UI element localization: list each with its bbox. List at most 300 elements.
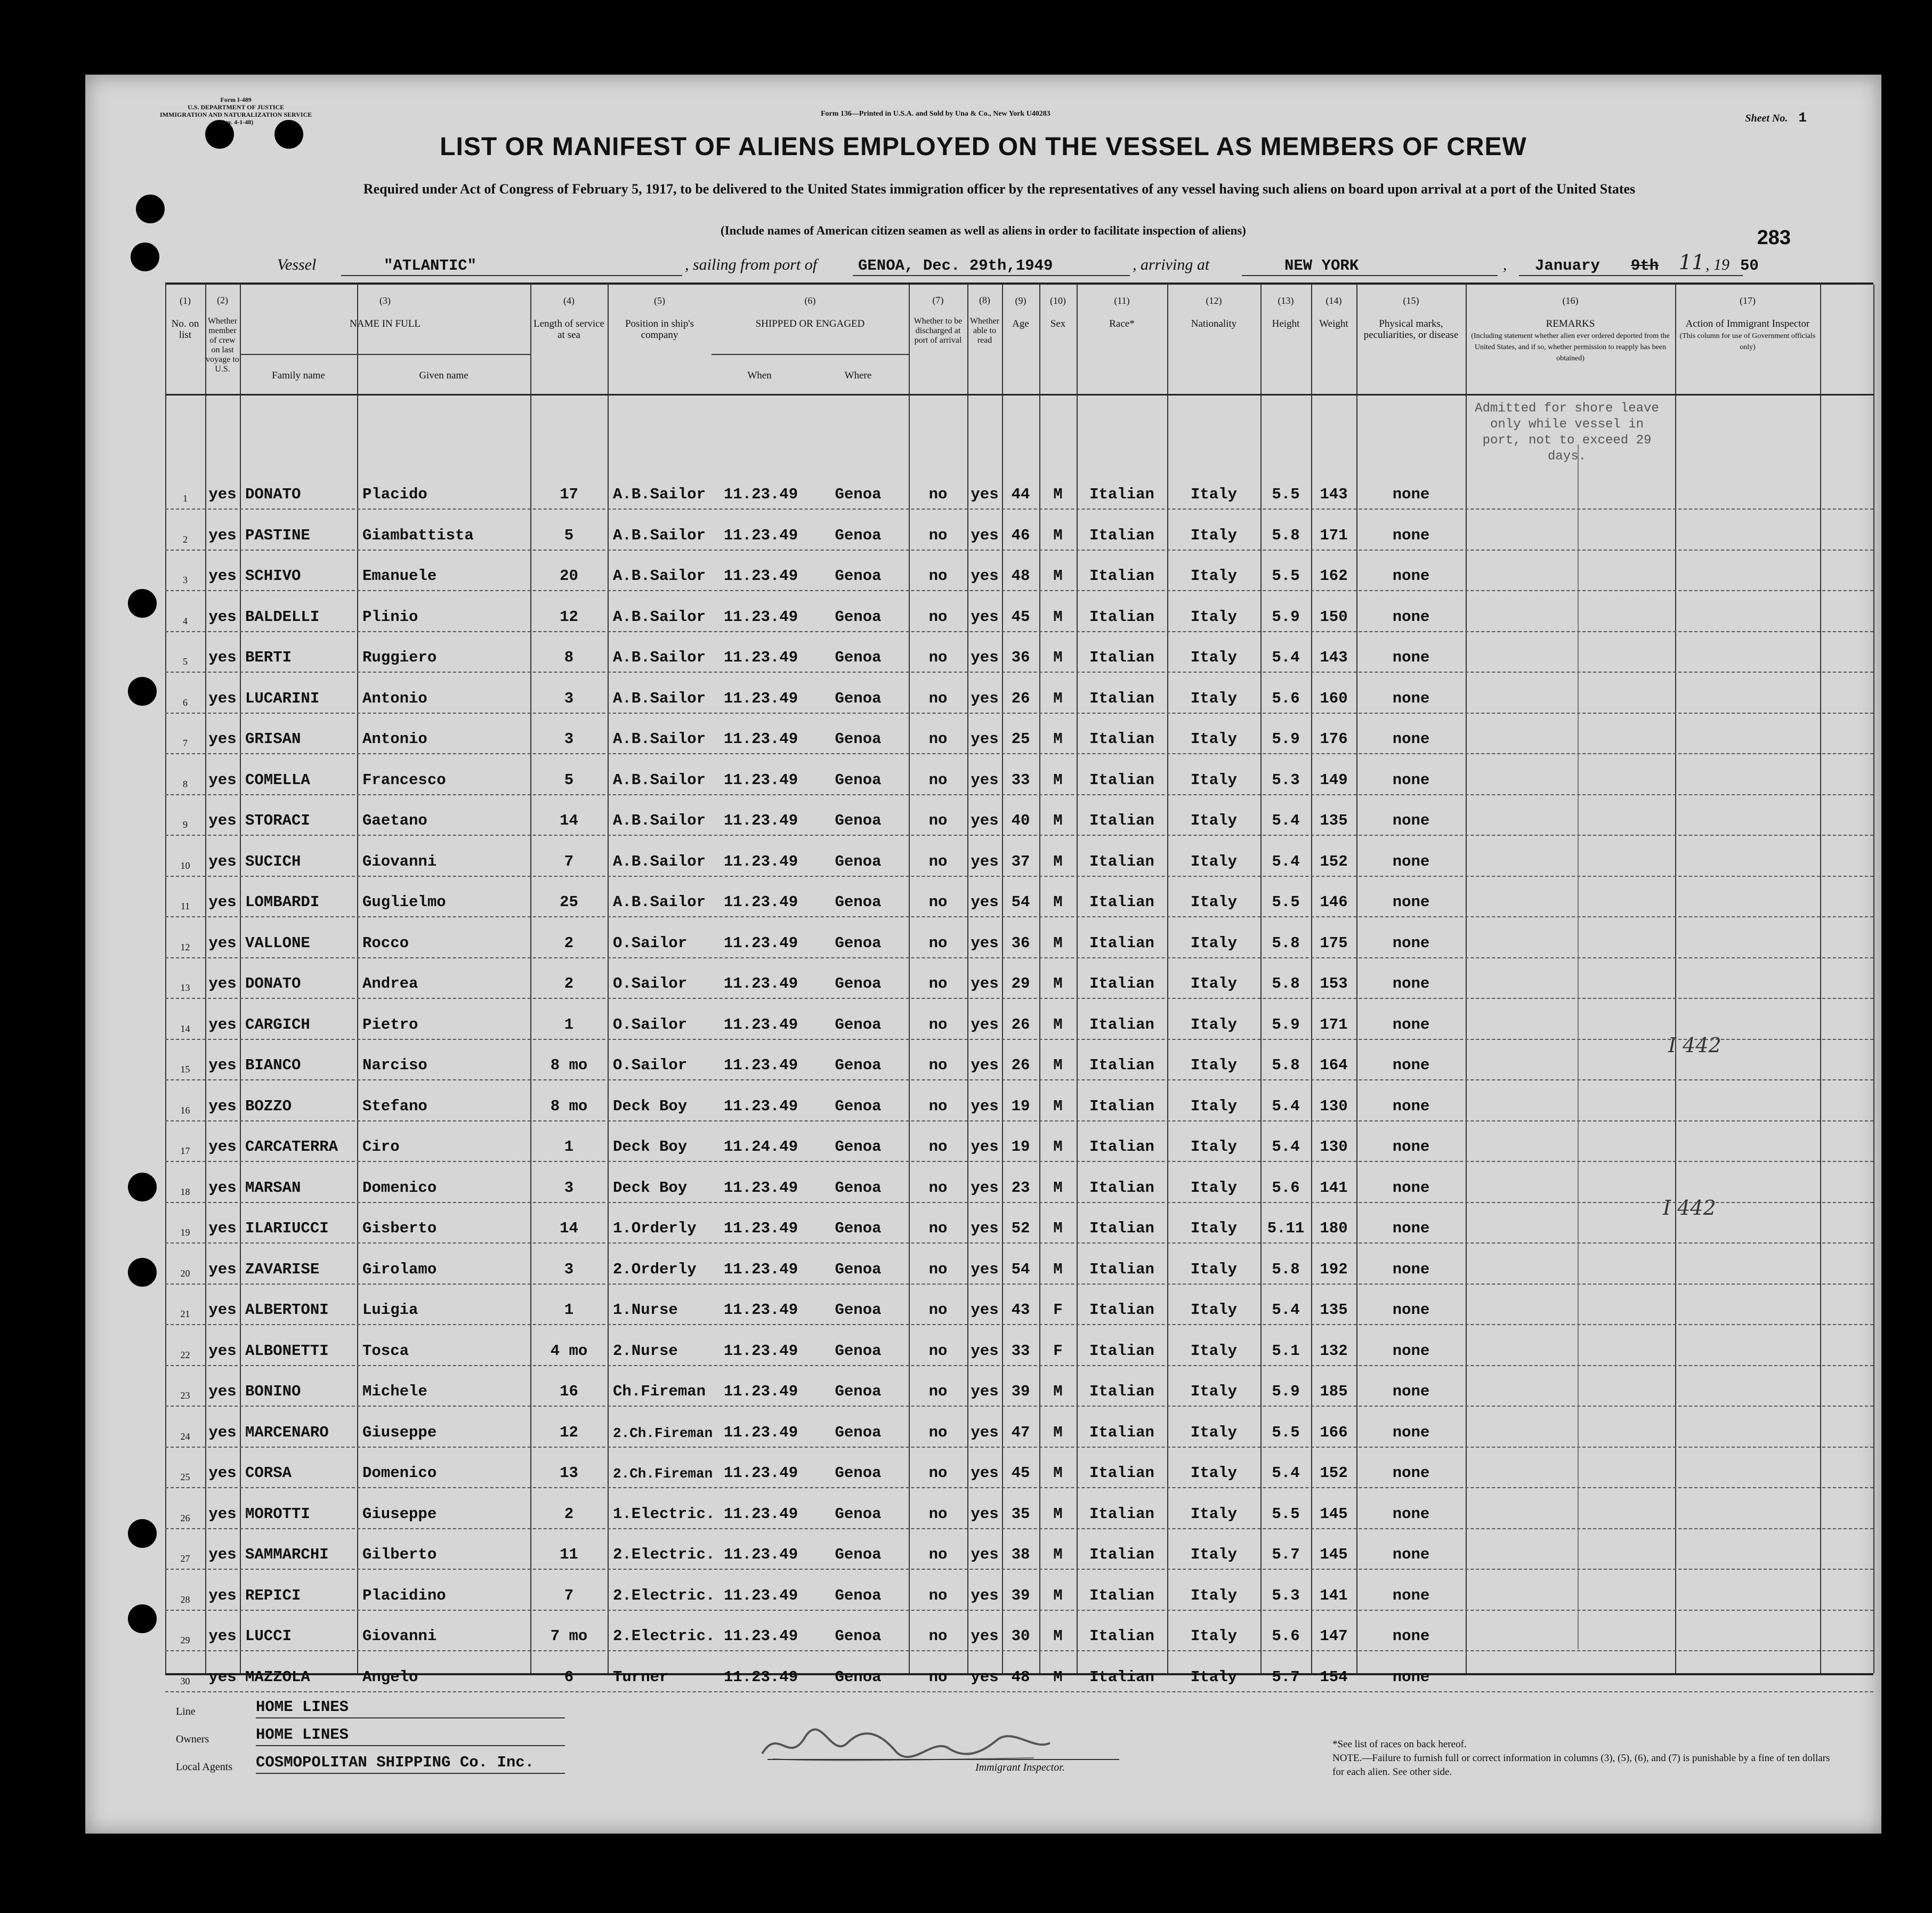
crew-cell: yes <box>208 689 237 707</box>
height-cell: 5.4 <box>1272 1301 1300 1319</box>
able-to-read-cell: yes <box>971 812 999 829</box>
table-row <box>165 1610 1873 1651</box>
service-length-cell: 3 <box>564 730 574 748</box>
discharged-cell: no <box>928 1627 948 1645</box>
discharged-cell: no <box>928 812 948 829</box>
service-length-cell: 1 <box>564 1301 574 1319</box>
family-name-cell: BERTI <box>245 649 292 666</box>
nationality-cell: Italy <box>1190 1138 1237 1156</box>
discharged-cell: no <box>928 1220 948 1237</box>
weight-cell: 141 <box>1320 1586 1348 1604</box>
shipped-where-cell: Genoa <box>835 486 882 503</box>
given-name-cell: Giambattista <box>362 526 474 544</box>
arrival-month: January <box>1535 257 1600 275</box>
sex-cell: M <box>1053 1505 1063 1523</box>
weight-cell: 175 <box>1320 934 1348 952</box>
shipped-when-cell: 11.23.49 <box>723 649 798 666</box>
table-row <box>165 1325 1873 1366</box>
inspector-code-mark: I 442 <box>1663 1196 1716 1220</box>
col-subheader-family: Family name <box>272 370 325 381</box>
position-cell: 2.Nurse <box>613 1342 678 1360</box>
service-length-cell: 5 <box>564 526 574 544</box>
arrival-day-handwritten: 11 <box>1679 251 1705 274</box>
given-name-cell: Giovanni <box>362 1627 437 1645</box>
weight-cell: 145 <box>1320 1505 1348 1523</box>
discharged-cell: no <box>928 1586 948 1604</box>
given-name-cell: Giuseppe <box>362 1423 437 1441</box>
shipped-where-cell: Genoa <box>835 689 882 707</box>
physical-marks-cell: none <box>1392 730 1430 748</box>
shipped-when-cell: 11.23.49 <box>723 1056 798 1074</box>
discharged-cell: no <box>928 1301 948 1319</box>
family-name-cell: CARGICH <box>245 1015 310 1034</box>
physical-marks-cell: none <box>1392 1301 1430 1319</box>
crew-cell: yes <box>208 1179 237 1197</box>
position-cell: A.B.Sailor <box>613 567 706 585</box>
shipped-when-cell: 11.23.49 <box>723 1015 798 1034</box>
crew-cell: yes <box>208 1220 237 1237</box>
table-row <box>165 550 1873 591</box>
race-cell: Italian <box>1089 730 1154 748</box>
sex-cell: F <box>1053 1301 1063 1319</box>
discharged-cell: no <box>928 1342 948 1360</box>
weight-cell: 146 <box>1320 893 1348 911</box>
nationality-cell: Italy <box>1190 1097 1237 1115</box>
age-cell: 54 <box>1011 1260 1030 1278</box>
weight-cell: 149 <box>1320 771 1348 789</box>
sailing-label: , sailing from port of <box>685 256 818 273</box>
discharged-cell: no <box>928 1668 948 1686</box>
agents-label: Local Agents <box>176 1761 233 1773</box>
family-name-cell: REPICI <box>245 1586 301 1604</box>
race-cell: Italian <box>1089 1220 1154 1237</box>
shipped-when-cell: 11.23.49 <box>723 893 798 911</box>
sex-cell: M <box>1053 1015 1063 1034</box>
table-row <box>165 1120 1873 1162</box>
nationality-cell: Italy <box>1190 975 1237 992</box>
year-prefix: , 19 <box>1705 256 1729 273</box>
nationality-cell: Italy <box>1190 1301 1237 1319</box>
discharged-cell: no <box>928 1383 948 1400</box>
shipped-when-cell: 11.24.49 <box>723 1138 798 1156</box>
row-number: 3 <box>183 575 188 585</box>
shipped-where-cell: Genoa <box>835 1301 882 1319</box>
crew-cell: yes <box>208 1342 237 1360</box>
crew-cell: yes <box>208 1423 237 1441</box>
shipped-when-cell: 11.23.49 <box>723 608 798 626</box>
row-number: 14 <box>180 1023 190 1034</box>
position-cell: A.B.Sailor <box>613 608 706 626</box>
family-name-cell: DONATO <box>245 975 301 992</box>
weight-cell: 171 <box>1320 526 1348 544</box>
service-length-cell: 7 <box>564 852 574 870</box>
row-number: 28 <box>180 1594 190 1605</box>
shipped-when-cell: 11.23.49 <box>723 1220 798 1237</box>
nationality-cell: Italy <box>1190 852 1237 870</box>
shipped-when-cell: 11.23.49 <box>723 1668 798 1686</box>
age-cell: 29 <box>1011 975 1030 992</box>
weight-cell: 171 <box>1320 1015 1348 1034</box>
height-cell: 5.5 <box>1272 1505 1300 1523</box>
table-row <box>165 1651 1873 1692</box>
service-length-cell: 2 <box>564 934 574 952</box>
race-cell: Italian <box>1089 1505 1154 1523</box>
given-name-cell: Stefano <box>362 1097 427 1115</box>
weight-cell: 143 <box>1320 486 1348 503</box>
col-header-service: (4) Length of service at sea <box>533 295 604 341</box>
family-name-cell: MARCENARO <box>245 1423 329 1441</box>
able-to-read-cell: yes <box>971 608 999 626</box>
age-cell: 33 <box>1011 1342 1030 1360</box>
table-row <box>165 835 1873 877</box>
given-name-cell: Gisberto <box>362 1220 437 1237</box>
position-cell: A.B.Sailor <box>613 771 706 789</box>
height-cell: 5.4 <box>1272 1097 1300 1115</box>
weight-cell: 150 <box>1320 608 1348 626</box>
discharged-cell: no <box>928 1464 948 1482</box>
crew-cell: yes <box>208 893 237 911</box>
remarks-subnote: (Including statement whether alien ever ordered deported from the United States, and if so, whether permission to reapply has been obtained) <box>1471 332 1670 362</box>
family-name-cell: COMELLA <box>245 771 310 789</box>
height-cell: 5.3 <box>1272 771 1300 789</box>
table-row <box>165 591 1873 632</box>
given-name-cell: Guglielmo <box>362 893 446 911</box>
document-subtitle: Required under Act of Congress of February 5, 1917, to be delivered to the United States immigration officer by the representatives of any vessel having such aliens on board upon arrival at a port of the United States <box>363 181 1636 197</box>
position-cell: Deck Boy <box>613 1179 688 1197</box>
weight-cell: 132 <box>1320 1342 1348 1360</box>
row-number: 9 <box>183 819 188 830</box>
row-number: 7 <box>183 738 188 748</box>
physical-marks-cell: none <box>1392 1464 1430 1482</box>
col-header-crew: (2) Whether member of crew on last voyage to U.S. <box>206 295 239 374</box>
weight-cell: 135 <box>1320 1301 1348 1319</box>
given-name-cell: Tosca <box>362 1342 409 1360</box>
family-name-cell: BONINO <box>245 1383 301 1400</box>
age-cell: 23 <box>1011 1179 1030 1197</box>
sheet-label: Sheet No. <box>1745 112 1788 124</box>
height-cell: 5.4 <box>1272 1464 1300 1482</box>
document-title: LIST OR MANIFEST OF ALIENS EMPLOYED ON THE VESSEL AS MEMBERS OF CREW <box>440 133 1527 161</box>
shipped-where-cell: Genoa <box>835 852 882 870</box>
family-name-cell: MAZZOLA <box>245 1668 310 1686</box>
race-cell: Italian <box>1089 1301 1154 1319</box>
arrival-year: 50 <box>1740 257 1759 275</box>
given-name-cell: Domenico <box>362 1464 437 1482</box>
nationality-cell: Italy <box>1190 934 1237 952</box>
age-cell: 26 <box>1011 1015 1030 1034</box>
position-cell: Ch.Fireman <box>613 1383 706 1400</box>
service-length-cell: 4 mo <box>550 1342 588 1360</box>
age-cell: 54 <box>1011 893 1030 911</box>
able-to-read-cell: yes <box>971 1423 999 1441</box>
crew-cell: yes <box>208 1056 237 1074</box>
table-row <box>165 917 1873 958</box>
shipped-when-cell: 11.23.49 <box>723 526 798 544</box>
family-name-cell: SAMMARCHI <box>245 1546 329 1563</box>
crew-cell: yes <box>208 1383 237 1400</box>
inspector-subnote: (This column for use of Government officials only) <box>1679 332 1816 351</box>
table-row <box>165 1080 1873 1121</box>
shipped-when-cell: 11.23.49 <box>723 1301 798 1319</box>
weight-cell: 180 <box>1320 1220 1348 1237</box>
table-row <box>165 1202 1873 1244</box>
sex-cell: M <box>1053 1056 1063 1074</box>
position-cell: O.Sailor <box>613 975 688 992</box>
weight-cell: 130 <box>1320 1097 1348 1115</box>
physical-marks-cell: none <box>1392 934 1430 952</box>
age-cell: 36 <box>1011 934 1030 952</box>
position-cell: Turner <box>613 1668 669 1686</box>
age-cell: 26 <box>1011 1056 1030 1074</box>
able-to-read-cell: yes <box>971 1586 999 1604</box>
physical-marks-cell: none <box>1392 1015 1430 1034</box>
col-header-race: (11) Race* <box>1109 295 1135 329</box>
given-name-cell: Rocco <box>362 934 409 952</box>
discharged-cell: no <box>928 1056 948 1074</box>
sex-cell: M <box>1053 730 1063 748</box>
race-cell: Italian <box>1089 893 1154 911</box>
age-cell: 36 <box>1011 649 1030 666</box>
able-to-read-cell: yes <box>971 1015 999 1034</box>
able-to-read-cell: yes <box>971 893 999 911</box>
physical-marks-cell: none <box>1392 1138 1430 1156</box>
age-cell: 26 <box>1011 689 1030 707</box>
nationality-cell: Italy <box>1190 1668 1237 1686</box>
height-cell: 5.7 <box>1272 1546 1300 1563</box>
row-number: 4 <box>183 615 188 626</box>
nationality-cell: Italy <box>1190 1220 1237 1237</box>
position-cell: 1.Orderly <box>613 1220 697 1237</box>
physical-marks-cell: none <box>1392 486 1430 503</box>
table-row <box>165 1161 1873 1203</box>
able-to-read-cell: yes <box>971 526 999 544</box>
given-name-cell: Girolamo <box>362 1260 437 1278</box>
sex-cell: M <box>1053 1627 1063 1645</box>
physical-marks-cell: none <box>1392 1627 1430 1645</box>
shipped-where-cell: Genoa <box>835 1505 882 1523</box>
discharged-cell: no <box>928 567 948 585</box>
sex-cell: M <box>1053 1586 1063 1604</box>
row-number: 15 <box>180 1064 190 1075</box>
physical-marks-cell: none <box>1392 893 1430 911</box>
nationality-cell: Italy <box>1190 771 1237 789</box>
table-row <box>165 1365 1873 1407</box>
family-name-cell: PASTINE <box>245 526 310 544</box>
position-cell: A.B.Sailor <box>613 893 706 911</box>
service-length-cell: 8 <box>564 649 574 666</box>
row-number: 18 <box>180 1186 190 1197</box>
height-cell: 5.9 <box>1272 1383 1300 1400</box>
row-number: 16 <box>180 1104 190 1116</box>
family-name-cell: SCHIVO <box>245 567 301 585</box>
height-cell: 5.8 <box>1272 934 1300 952</box>
given-name-cell: Narciso <box>362 1056 427 1074</box>
sex-cell: M <box>1053 526 1063 544</box>
shipped-when-cell: 11.23.49 <box>723 1464 798 1482</box>
shipped-where-cell: Genoa <box>835 1138 882 1156</box>
race-cell: Italian <box>1089 486 1154 503</box>
height-cell: 5.8 <box>1272 1056 1300 1074</box>
family-name-cell: ALBERTONI <box>245 1301 329 1319</box>
given-name-cell: Antonio <box>362 730 427 748</box>
race-cell: Italian <box>1089 1097 1154 1115</box>
sex-cell: M <box>1053 486 1063 503</box>
race-cell: Italian <box>1089 1668 1154 1686</box>
nationality-cell: Italy <box>1190 1586 1237 1604</box>
sex-cell: M <box>1053 1464 1063 1482</box>
age-cell: 35 <box>1011 1505 1030 1523</box>
row-number: 11 <box>180 901 190 911</box>
height-cell: 5.5 <box>1272 1423 1300 1441</box>
able-to-read-cell: yes <box>971 852 999 870</box>
crew-cell: yes <box>208 1546 237 1563</box>
crew-cell: yes <box>208 1586 237 1604</box>
row-number: 24 <box>180 1431 190 1442</box>
race-cell: Italian <box>1089 1464 1154 1482</box>
physical-marks-cell: none <box>1392 1097 1430 1115</box>
discharged-cell: no <box>928 893 948 911</box>
height-cell: 5.8 <box>1272 1260 1300 1278</box>
vessel-label: Vessel <box>277 256 317 273</box>
col-header-weight: (14) Weight <box>1319 295 1348 329</box>
age-cell: 45 <box>1011 1464 1030 1482</box>
shipped-when-cell: 11.23.49 <box>723 934 798 952</box>
inspector-label: Immigrant Inspector. <box>975 1762 1065 1773</box>
physical-marks-cell: none <box>1392 1260 1430 1278</box>
height-cell: 5.5 <box>1272 486 1300 503</box>
nationality-cell: Italy <box>1190 730 1237 748</box>
department-name: U.S. DEPARTMENT OF JUSTICE <box>188 103 285 111</box>
shipped-where-cell: Genoa <box>835 567 882 585</box>
discharged-cell: no <box>928 649 948 666</box>
arrival-day-typed: 9th <box>1631 257 1659 275</box>
shipped-when-cell: 11.23.49 <box>723 975 798 992</box>
race-cell: Italian <box>1089 975 1154 992</box>
family-name-cell: BIANCO <box>245 1056 301 1074</box>
age-cell: 39 <box>1011 1383 1030 1400</box>
service-length-cell: 3 <box>564 1179 574 1197</box>
able-to-read-cell: yes <box>971 1546 999 1563</box>
race-cell: Italian <box>1089 689 1154 707</box>
col-header-age: (9) Age <box>1012 295 1029 329</box>
physical-marks-cell: none <box>1392 689 1430 707</box>
shipped-when-cell: 11.23.49 <box>723 1627 798 1645</box>
discharged-cell: no <box>928 771 948 789</box>
col-header-position: (5) Position in ship's company <box>625 295 694 341</box>
form-revision: (Rev. 4-1-48) <box>218 118 254 126</box>
given-name-cell: Luigia <box>362 1301 418 1319</box>
punch-hole <box>128 1604 157 1633</box>
able-to-read-cell: yes <box>971 1464 999 1482</box>
able-to-read-cell: yes <box>971 730 999 748</box>
shipped-when-cell: 11.23.49 <box>723 1505 798 1523</box>
given-name-cell: Francesco <box>362 771 446 789</box>
sex-cell: M <box>1053 1383 1063 1400</box>
weight-cell: 164 <box>1320 1056 1348 1074</box>
crew-manifest-table <box>165 282 1873 1686</box>
row-number: 26 <box>180 1512 190 1523</box>
physical-marks-cell: none <box>1392 1505 1430 1523</box>
weight-cell: 145 <box>1320 1546 1348 1563</box>
physical-marks-cell: none <box>1392 1423 1430 1441</box>
shipped-where-cell: Genoa <box>835 975 882 992</box>
discharged-cell: no <box>928 486 948 503</box>
col-header-name: (3) NAME IN FULL <box>350 295 421 329</box>
service-length-cell: 8 mo <box>550 1097 588 1115</box>
weight-cell: 147 <box>1320 1627 1348 1645</box>
table-row <box>165 1243 1873 1285</box>
position-cell: 1.Nurse <box>613 1301 678 1319</box>
able-to-read-cell: yes <box>971 1505 999 1523</box>
shipped-when-cell: 11.23.49 <box>723 1586 798 1604</box>
row-number: 21 <box>180 1309 190 1319</box>
race-cell: Italian <box>1089 567 1154 585</box>
position-cell: A.B.Sailor <box>613 730 706 748</box>
weight-cell: 176 <box>1320 730 1348 748</box>
service-length-cell: 17 <box>560 486 578 503</box>
able-to-read-cell: yes <box>971 1056 999 1074</box>
age-cell: 38 <box>1011 1546 1030 1563</box>
punch-hole <box>128 677 157 706</box>
given-name-cell: Giovanni <box>362 852 437 870</box>
shore-leave-remark: Admitted for shore leave only while vessel in port, not to exceed 29 days. <box>1475 401 1659 464</box>
position-cell: A.B.Sailor <box>613 852 706 870</box>
weight-cell: 154 <box>1320 1668 1348 1686</box>
col-subheader-when: When <box>747 370 772 381</box>
table-row <box>165 1406 1873 1448</box>
given-name-cell: Placido <box>362 486 427 503</box>
able-to-read-cell: yes <box>971 1097 999 1115</box>
sex-cell: M <box>1053 1179 1063 1197</box>
discharged-cell: no <box>928 852 948 870</box>
crew-cell: yes <box>208 1097 237 1115</box>
row-number: 2 <box>183 534 188 545</box>
discharged-cell: no <box>928 730 948 748</box>
service-length-cell: 2 <box>564 1505 574 1523</box>
discharged-cell: no <box>928 934 948 952</box>
weight-cell: 152 <box>1320 852 1348 870</box>
col-header-remarks: (16) REMARKS (Including statement whether alien ever ordered deported from the United States, and if so, whether permission to reapply has been obtained) <box>1471 295 1670 362</box>
sex-cell: M <box>1053 852 1063 870</box>
row-number: 23 <box>180 1390 190 1401</box>
service-length-cell: 14 <box>560 1220 578 1237</box>
line-label: Line <box>176 1706 196 1717</box>
crew-cell: yes <box>208 975 237 992</box>
table-row <box>165 754 1873 795</box>
family-name-cell: ILARIUCCI <box>245 1220 329 1237</box>
crew-cell: yes <box>208 1668 237 1686</box>
weight-cell: 152 <box>1320 1464 1348 1482</box>
shipped-when-cell: 11.23.49 <box>723 1260 798 1278</box>
footer-notes <box>1332 1738 1839 1779</box>
service-length-cell: 8 mo <box>550 1056 588 1074</box>
nationality-cell: Italy <box>1190 812 1237 829</box>
height-cell: 5.9 <box>1272 1015 1300 1034</box>
shipped-when-cell: 11.23.49 <box>723 1097 798 1115</box>
departure-port-date: GENOA, Dec. 29th,1949 <box>858 257 1053 275</box>
discharged-cell: no <box>928 689 948 707</box>
nationality-cell: Italy <box>1190 1383 1237 1400</box>
shipped-where-cell: Genoa <box>835 1627 882 1645</box>
able-to-read-cell: yes <box>971 1220 999 1237</box>
service-length-cell: 2 <box>564 975 574 992</box>
nationality-cell: Italy <box>1190 526 1237 544</box>
table-row <box>165 713 1873 754</box>
family-name-cell: BOZZO <box>245 1097 292 1115</box>
family-name-cell: CARCATERRA <box>245 1138 338 1156</box>
service-name: IMMIGRATION AND NATURALIZATION SERVICE <box>160 111 312 118</box>
position-cell: 1.Electric. <box>613 1505 715 1523</box>
